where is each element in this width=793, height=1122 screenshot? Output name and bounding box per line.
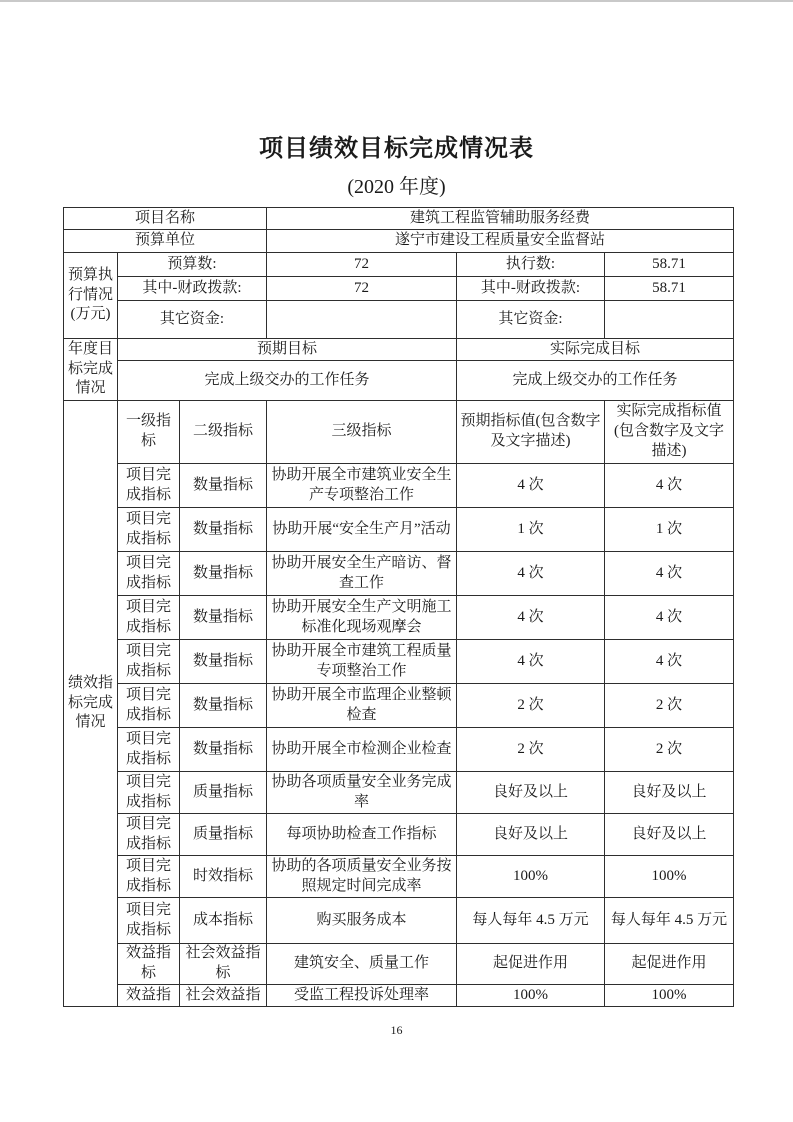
actual-goal-header-cell: 实际完成目标 [457, 339, 734, 361]
indicator-cell: 4 次 [457, 596, 605, 640]
indicator-cell: 4 次 [457, 552, 605, 596]
table-row [64, 339, 734, 361]
table-row-clipped [64, 985, 734, 1007]
indicator-cell: 4 次 [605, 596, 734, 640]
indicator-cell: 项目完成指标 [118, 508, 180, 552]
page-subtitle: (2020 年度) [347, 176, 446, 198]
budget-label-cell: 其它资金: [118, 301, 267, 339]
page-title: 项目绩效目标完成情况表 [259, 136, 534, 162]
table-row [64, 772, 734, 814]
table-row [64, 684, 734, 728]
table-row [64, 401, 734, 464]
table-row [64, 898, 734, 944]
indicator-cell: 1 次 [457, 508, 605, 552]
indicator-cell: 2 次 [605, 728, 734, 772]
budget-value-cell: 58.71 [605, 277, 734, 301]
indicator-cell: 协助开展全市监理企业整顿检查 [267, 684, 457, 728]
budget-label-cell: 其中-财政拨款: [457, 277, 605, 301]
project-name-label-cell: 项目名称 [64, 208, 267, 230]
performance-table [63, 207, 734, 1007]
indicator-cell: 1 次 [605, 508, 734, 552]
indicator-cell: 协助各项质量安全业务完成率 [267, 772, 457, 814]
indicator-cell: 协助开展“安全生产月”活动 [267, 508, 457, 552]
budget-unit-value-cell: 遂宁市建设工程质量安全监督站 [267, 230, 734, 253]
indicator-cell: 数量指标 [180, 596, 267, 640]
budget-value-cell: 72 [267, 277, 457, 301]
indicator-cell: 每人每年 4.5 万元 [457, 898, 605, 944]
indicator-cell: 协助开展全市建筑工程质量专项整治工作 [267, 640, 457, 684]
indicator-cell: 协助开展全市建筑业安全生产专项整治工作 [267, 464, 457, 508]
indicator-cell: 每项协助检查工作指标 [267, 814, 457, 856]
indicator-cell: 良好及以上 [457, 772, 605, 814]
table-row [64, 508, 734, 552]
indicator-cell: 2 次 [457, 684, 605, 728]
budget-unit-label-cell: 预算单位 [64, 230, 267, 253]
indicator-cell: 数量指标 [180, 508, 267, 552]
indicator-cell: 项目完成指标 [118, 684, 180, 728]
actual-goal-value-cell: 完成上级交办的工作任务 [457, 361, 734, 401]
budget-label-cell: 预算数: [118, 253, 267, 277]
indicator-cell: 社会效益指标 [180, 944, 267, 985]
indicator-cell: 质量指标 [180, 814, 267, 856]
indicator-cell: 数量指标 [180, 552, 267, 596]
table-row [64, 640, 734, 684]
indicator-cell: 100% [605, 985, 734, 1007]
indicator-cell: 数量指标 [180, 464, 267, 508]
expected-goal-header-cell: 预期目标 [118, 339, 457, 361]
indicator-col-header-expected: 预期指标值(包含数字及文字描述) [457, 401, 605, 464]
budget-value-cell [605, 301, 734, 339]
budget-label-cell: 执行数: [457, 253, 605, 277]
indicator-cell: 100% [457, 856, 605, 898]
indicator-cell: 100% [605, 856, 734, 898]
indicator-cell: 协助开展安全生产文明施工标准化现场观摩会 [267, 596, 457, 640]
indicator-cell: 4 次 [605, 640, 734, 684]
indicator-cell: 质量指标 [180, 772, 267, 814]
budget-value-cell: 58.71 [605, 253, 734, 277]
table-row [64, 944, 734, 985]
indicator-cell: 起促进作用 [605, 944, 734, 985]
indicator-cell: 4 次 [457, 464, 605, 508]
indicator-cell: 良好及以上 [457, 814, 605, 856]
indicator-cell: 项目完成指标 [118, 772, 180, 814]
indicator-col-header-level2: 二级指标 [180, 401, 267, 464]
indicator-cell: 购买服务成本 [267, 898, 457, 944]
table-row [64, 856, 734, 898]
indicator-cell: 项目完成指标 [118, 856, 180, 898]
annual-goal-section-header: 年度目标完成情况 [64, 339, 118, 401]
indicator-cell: 2 次 [605, 684, 734, 728]
indicator-cell: 协助开展安全生产暗访、督查工作 [267, 552, 457, 596]
page-number: 16 [390, 1023, 403, 1037]
indicator-cell: 社会效益指 [180, 985, 267, 1007]
indicator-cell: 项目完成指标 [118, 640, 180, 684]
indicator-cell: 良好及以上 [605, 814, 734, 856]
budget-value-cell: 72 [267, 253, 457, 277]
indicator-cell: 数量指标 [180, 640, 267, 684]
indicator-cell: 项目完成指标 [118, 464, 180, 508]
project-name-value-cell: 建筑工程监管辅助服务经费 [267, 208, 734, 230]
budget-value-cell [267, 301, 457, 339]
indicator-cell: 4 次 [605, 464, 734, 508]
indicators-section-header: 绩效指标完成情况 [64, 401, 118, 1007]
table-row [64, 277, 734, 301]
indicator-cell: 建筑安全、质量工作 [267, 944, 457, 985]
table-row [64, 464, 734, 508]
table-row [64, 596, 734, 640]
indicator-col-header-level3: 三级指标 [267, 401, 457, 464]
scan-edge-line [0, 0, 793, 2]
indicator-cell: 受监工程投诉处理率 [267, 985, 457, 1007]
indicator-cell: 协助开展全市检测企业检查 [267, 728, 457, 772]
table-row [64, 253, 734, 277]
table-row [64, 728, 734, 772]
table-row [64, 301, 734, 339]
indicator-cell: 每人每年 4.5 万元 [605, 898, 734, 944]
table-row [64, 361, 734, 401]
table-row [64, 208, 734, 230]
budget-label-cell: 其中-财政拨款: [118, 277, 267, 301]
indicator-cell: 数量指标 [180, 728, 267, 772]
indicator-cell: 效益指 [118, 985, 180, 1007]
expected-goal-value-cell: 完成上级交办的工作任务 [118, 361, 457, 401]
table-row [64, 814, 734, 856]
indicator-cell: 效益指标 [118, 944, 180, 985]
indicator-cell: 起促进作用 [457, 944, 605, 985]
indicator-cell: 2 次 [457, 728, 605, 772]
indicator-cell: 项目完成指标 [118, 898, 180, 944]
indicator-cell: 项目完成指标 [118, 552, 180, 596]
indicator-cell: 项目完成指标 [118, 596, 180, 640]
indicator-cell: 4 次 [605, 552, 734, 596]
indicator-cell: 数量指标 [180, 684, 267, 728]
table-row [64, 230, 734, 253]
indicator-cell: 100% [457, 985, 605, 1007]
indicator-cell: 项目完成指标 [118, 728, 180, 772]
indicator-cell: 时效指标 [180, 856, 267, 898]
table-row [64, 552, 734, 596]
indicator-col-header-level1: 一级指标 [118, 401, 180, 464]
indicator-col-header-actual: 实际完成指标值(包含数字及文字描述) [605, 401, 734, 464]
budget-section-header: 预算执行情况(万元) [64, 253, 118, 339]
indicator-cell: 4 次 [457, 640, 605, 684]
indicator-cell: 良好及以上 [605, 772, 734, 814]
indicator-cell: 项目完成指标 [118, 814, 180, 856]
budget-label-cell: 其它资金: [457, 301, 605, 339]
indicator-cell: 成本指标 [180, 898, 267, 944]
indicator-cell: 协助的各项质量安全业务按照规定时间完成率 [267, 856, 457, 898]
